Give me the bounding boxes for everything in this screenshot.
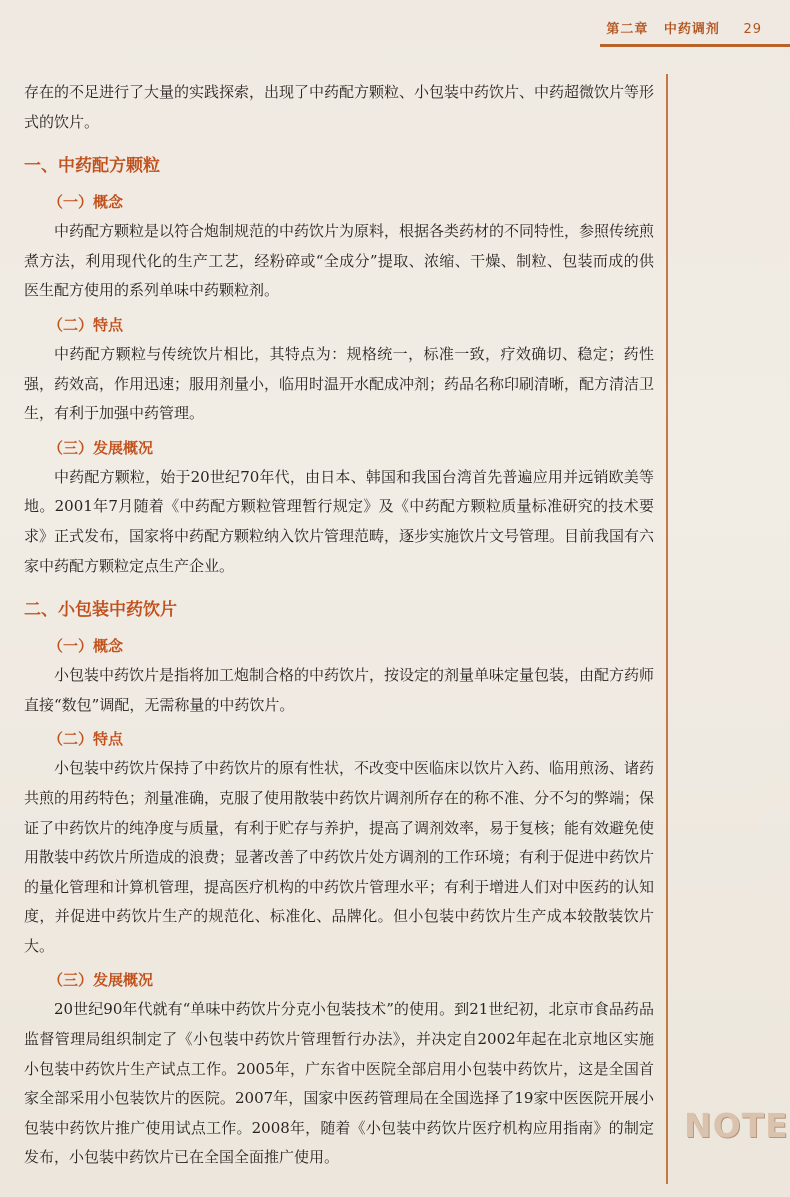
note-margin-label: NOTE bbox=[684, 1106, 789, 1145]
paragraph-features-1: 中药配方颗粒与传统饮片相比，其特点为：规格统一，标准一致，疗效确切、稳定；药性强，药效高，作用迅速；服用剂量小，临用时温开水配成冲剂；药品名称印刷清晰，配方清洁卫生，有利于加强中药管理。 bbox=[24, 344, 655, 423]
intro-paragraph: 存在的不足进行了大量的实践探索，出现了中药配方颗粒、小包装中药饮片、中药超微饮片等形式的饮片。 bbox=[24, 83, 655, 131]
header-rule bbox=[600, 44, 790, 47]
subheading-concept-1: （一）概念 bbox=[48, 193, 124, 212]
paragraph-concept-1: 中药配方颗粒是以符合炮制规范的中药饮片为原料，根据各类药材的不同特性，参照传统煎煮方法，利用现代化的生产工艺，经粉碎或“全成分”提取、浓缩、干燥、制粒、包装而成的供医生配方使用的系列单味中药颗粒剂。 bbox=[24, 222, 655, 300]
subheading-features-2: （二）特点 bbox=[48, 730, 124, 749]
running-header bbox=[606, 18, 762, 37]
subheading-features-1: （二）特点 bbox=[48, 315, 124, 334]
paragraph-features-2: 小包装中药饮片保持了中药饮片的原有性状，不改变中医临床以饮片入药、临用煎汤、诸药共煎的用药特色；剂量准确，克服了使用散装中药饮片调剂所存在的称不准、分不匀的弊端；保证了中药饮片的纯净度与质量，有利于贮存与养护，提高了调剂效率，易于复核；能有效避免使用散装中药饮片所造成的浪费；显著改善了中药饮片处方调剂的工作环境；有利于促进中药饮片的量化管理和计算机管理，提高医疗机构的中药饮片管理水平；有利于增进人们对中医药的认知度，并促进中药饮片生产的规范化、标准化、品牌化。但小包装中药饮片生产成本较散装饮片大。 bbox=[24, 759, 655, 955]
section-heading-1: 一、中药配方颗粒 bbox=[24, 156, 160, 177]
paragraph-history-1: 中药配方颗粒，始于20世纪70年代，由日本、韩国和我国台湾首先普遍应用并远销欧美等地。2001年7月随着《中药配方颗粒管理暂行规定》及《中药配方颗粒质量标准研究的技术要求》正式发布，国家将中药配方颗粒纳入饮片管理范畴，逐步实施饮片文号管理。目前我国有六家中药配方颗粒定点生产企业。 bbox=[24, 467, 655, 575]
section-heading-2: 二、小包装中药饮片 bbox=[24, 600, 177, 621]
subheading-history-2: （三）发展概况 bbox=[48, 971, 154, 990]
page-body bbox=[24, 78, 654, 1173]
page-number: 29 bbox=[743, 22, 762, 37]
subheading-history-1: （三）发展概况 bbox=[48, 438, 154, 457]
margin-rule bbox=[666, 74, 668, 1184]
header-section: 中药调剂 bbox=[663, 22, 720, 37]
paragraph-concept-2: 小包装中药饮片是指将加工炮制合格的中药饮片，按设定的剂量单味定量包装，由配方药师直接“数包”调配，无需称量的中药饮片。 bbox=[24, 666, 655, 714]
paragraph-history-2: 20世纪90年代就有“单味中药饮片分克小包装技术”的使用。到21世纪初，北京市食品药品监督管理局组织制定了《小包装中药饮片管理暂行办法》，并决定自2002年起在北京地区实施小包装中药饮片生产试点工作。2005年，广东省中医院全部启用小包装中药饮片，这是全国首家全部采用小包装饮片的医院。2007年，国家中医药管理局在全国选择了19家中医医院开展小包装中药饮片推广使用试点工作。2008年，随着《小包装中药饮片医疗机构应用指南》的制定发布，小包装中药饮片已在全国全面推广使用。 bbox=[24, 1000, 654, 1167]
subheading-concept-2: （一）概念 bbox=[48, 637, 124, 656]
header-chapter: 第二章 bbox=[606, 22, 649, 37]
